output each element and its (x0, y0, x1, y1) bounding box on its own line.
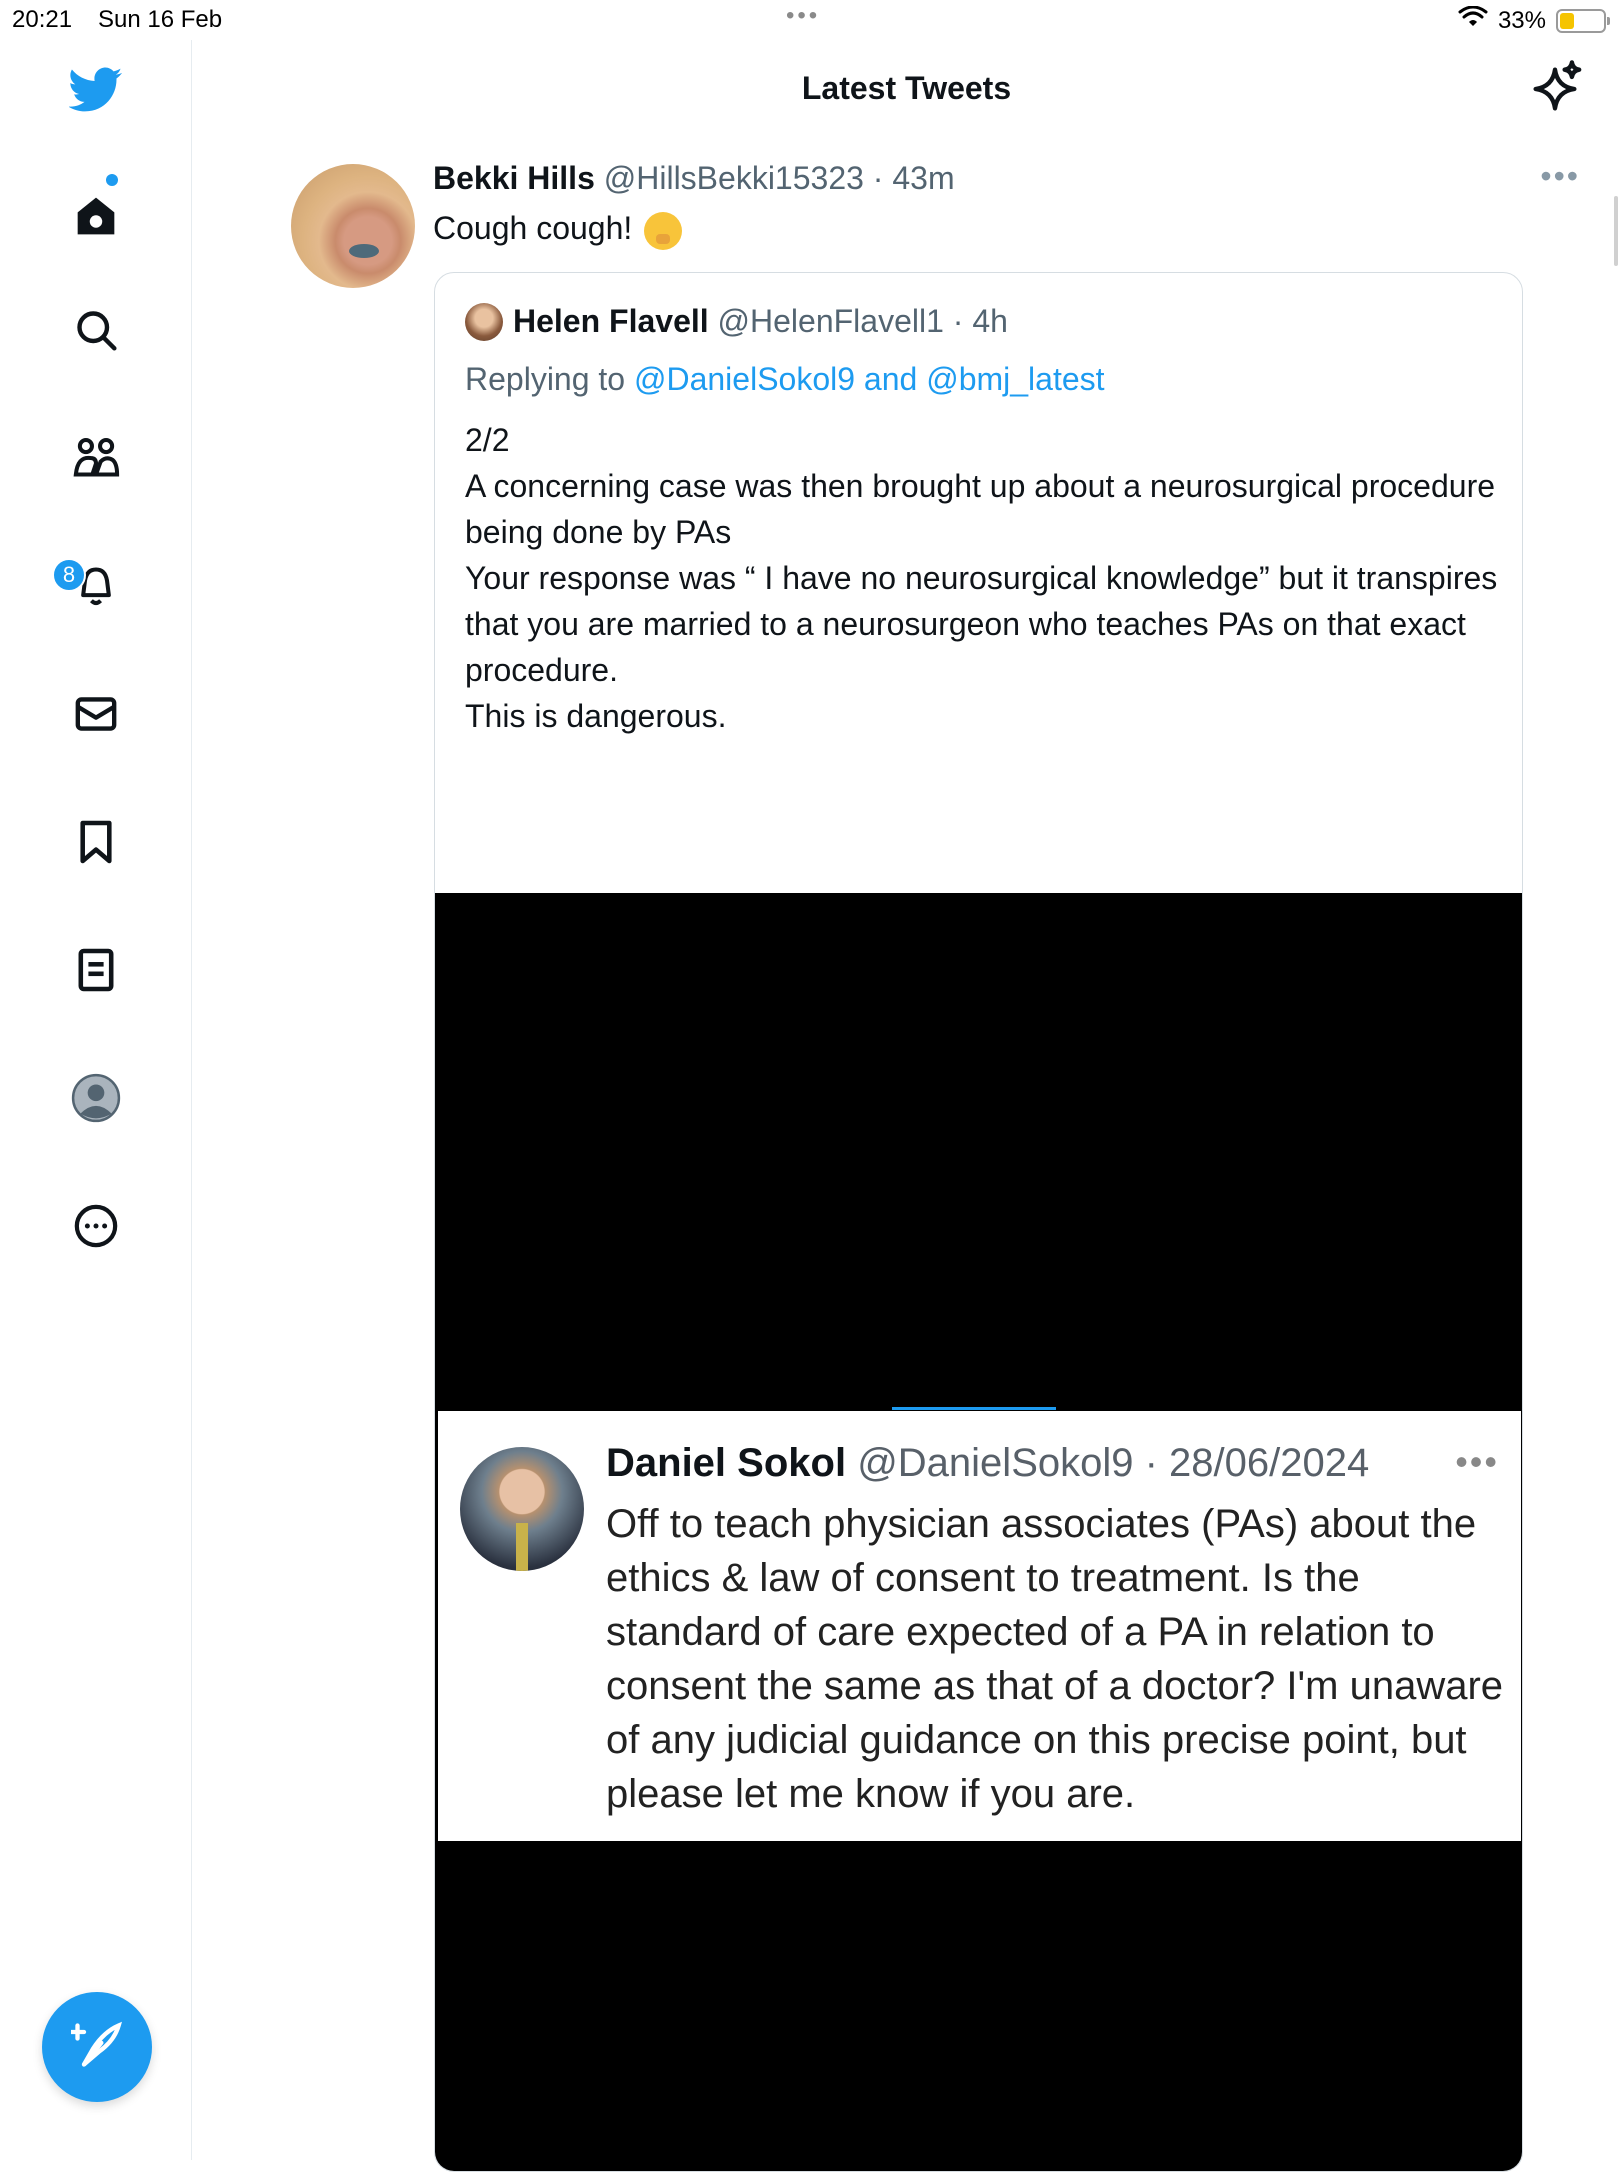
sparkle-icon[interactable] (1526, 60, 1584, 118)
quote-separator: · (943, 303, 973, 339)
header (193, 40, 1620, 140)
screenshot-separator: · (1133, 1441, 1170, 1485)
battery-fill (1560, 13, 1574, 29)
compose-icon (71, 2019, 123, 2076)
messages-icon[interactable] (66, 684, 126, 744)
screenshot-avatar (460, 1447, 584, 1571)
quote-line: This is dangerous. (465, 698, 727, 734)
tweet-more-button[interactable]: ••• (1540, 158, 1580, 194)
screenshot-author-handle: @DanielSokol9 (857, 1441, 1134, 1485)
quote-author-avatar[interactable] (465, 303, 503, 341)
quote-author-handle[interactable]: @HelenFlavell1 (717, 303, 944, 339)
bird-logo-icon[interactable] (66, 60, 126, 120)
communities-icon[interactable] (66, 428, 126, 488)
embedded-tweet-screenshot (438, 1411, 1521, 1841)
quote-line: A concerning case was then brought up about a neurosurgical procedure being done by PAs (465, 468, 1496, 550)
status-time: 20:21 (12, 6, 73, 33)
quote-author-name[interactable]: Helen Flavell (513, 303, 709, 339)
battery-icon (1556, 9, 1606, 33)
wifi-icon (1458, 6, 1488, 35)
screenshot-more-icon: ••• (1455, 1441, 1499, 1482)
quote-line: Your response was “ I have no neurosurgical knowledge” but it transpires that you are married to a neurosurgeon who teaches PAs on that exact procedure. (465, 560, 1498, 688)
quote-header (513, 303, 1008, 340)
screenshot-date: 28/06/2024 (1169, 1441, 1370, 1485)
search-icon[interactable] (66, 300, 126, 360)
status-right (1458, 6, 1606, 35)
quoted-tweet[interactable] (434, 272, 1523, 2172)
sidebar (0, 40, 192, 2160)
status-date: Sun 16 Feb (98, 6, 223, 33)
home-icon[interactable] (66, 186, 126, 246)
author-avatar[interactable] (291, 164, 415, 288)
page-title: Latest Tweets (801, 70, 1012, 106)
replying-to (465, 361, 1105, 398)
quote-body (465, 417, 1505, 739)
author-name[interactable]: Bekki Hills (433, 160, 595, 196)
more-icon[interactable] (66, 1196, 126, 1256)
quote-media[interactable] (435, 893, 1523, 2172)
shushing-face-emoji-icon (644, 212, 682, 250)
reply-and: and (855, 361, 927, 397)
screenshot-body: Off to teach physician associates (PAs) about the ethics & law of consent to treatment. Is the standard of care expected of a PA in relation to consent the same as that of a doctor? I'm unaware of any judicial guidance on this precise point, but please let me know if you are. (606, 1502, 1504, 1816)
screenshot-avatar-tie (516, 1523, 528, 1571)
status-bar (0, 0, 1620, 40)
profile-icon[interactable] (66, 1068, 126, 1128)
tweet[interactable] (193, 140, 1620, 2160)
notification-badge: 8 (52, 558, 86, 592)
tweet-header (433, 160, 955, 197)
compose-button[interactable] (42, 1992, 152, 2102)
screenshot-author-name: Daniel Sokol (606, 1441, 847, 1485)
lists-icon[interactable] (66, 940, 126, 1000)
media-highlight-line (892, 1407, 1056, 1410)
multitasking-dots[interactable]: ••• (786, 2, 821, 29)
home-unread-dot (106, 174, 118, 186)
quote-time[interactable]: 4h (972, 303, 1008, 339)
scrollbar[interactable] (1614, 196, 1618, 266)
author-handle[interactable]: @HillsBekki15323 (603, 160, 864, 196)
reply-mention-2[interactable]: @bmj_latest (926, 361, 1105, 397)
screenshot-header (606, 1441, 1369, 1486)
replying-prefix: Replying to (465, 361, 634, 397)
avatar-eye (349, 244, 379, 258)
battery-percent: 33% (1497, 6, 1546, 34)
tweet-time[interactable]: 43m (892, 160, 955, 196)
quote-line: 2/2 (465, 422, 510, 458)
bookmarks-icon[interactable] (66, 812, 126, 872)
separator: · (863, 160, 893, 196)
tweet-text-content: Cough cough! (433, 210, 633, 246)
reply-mention-1[interactable]: @DanielSokol9 (633, 361, 856, 397)
tweet-text (433, 210, 682, 250)
